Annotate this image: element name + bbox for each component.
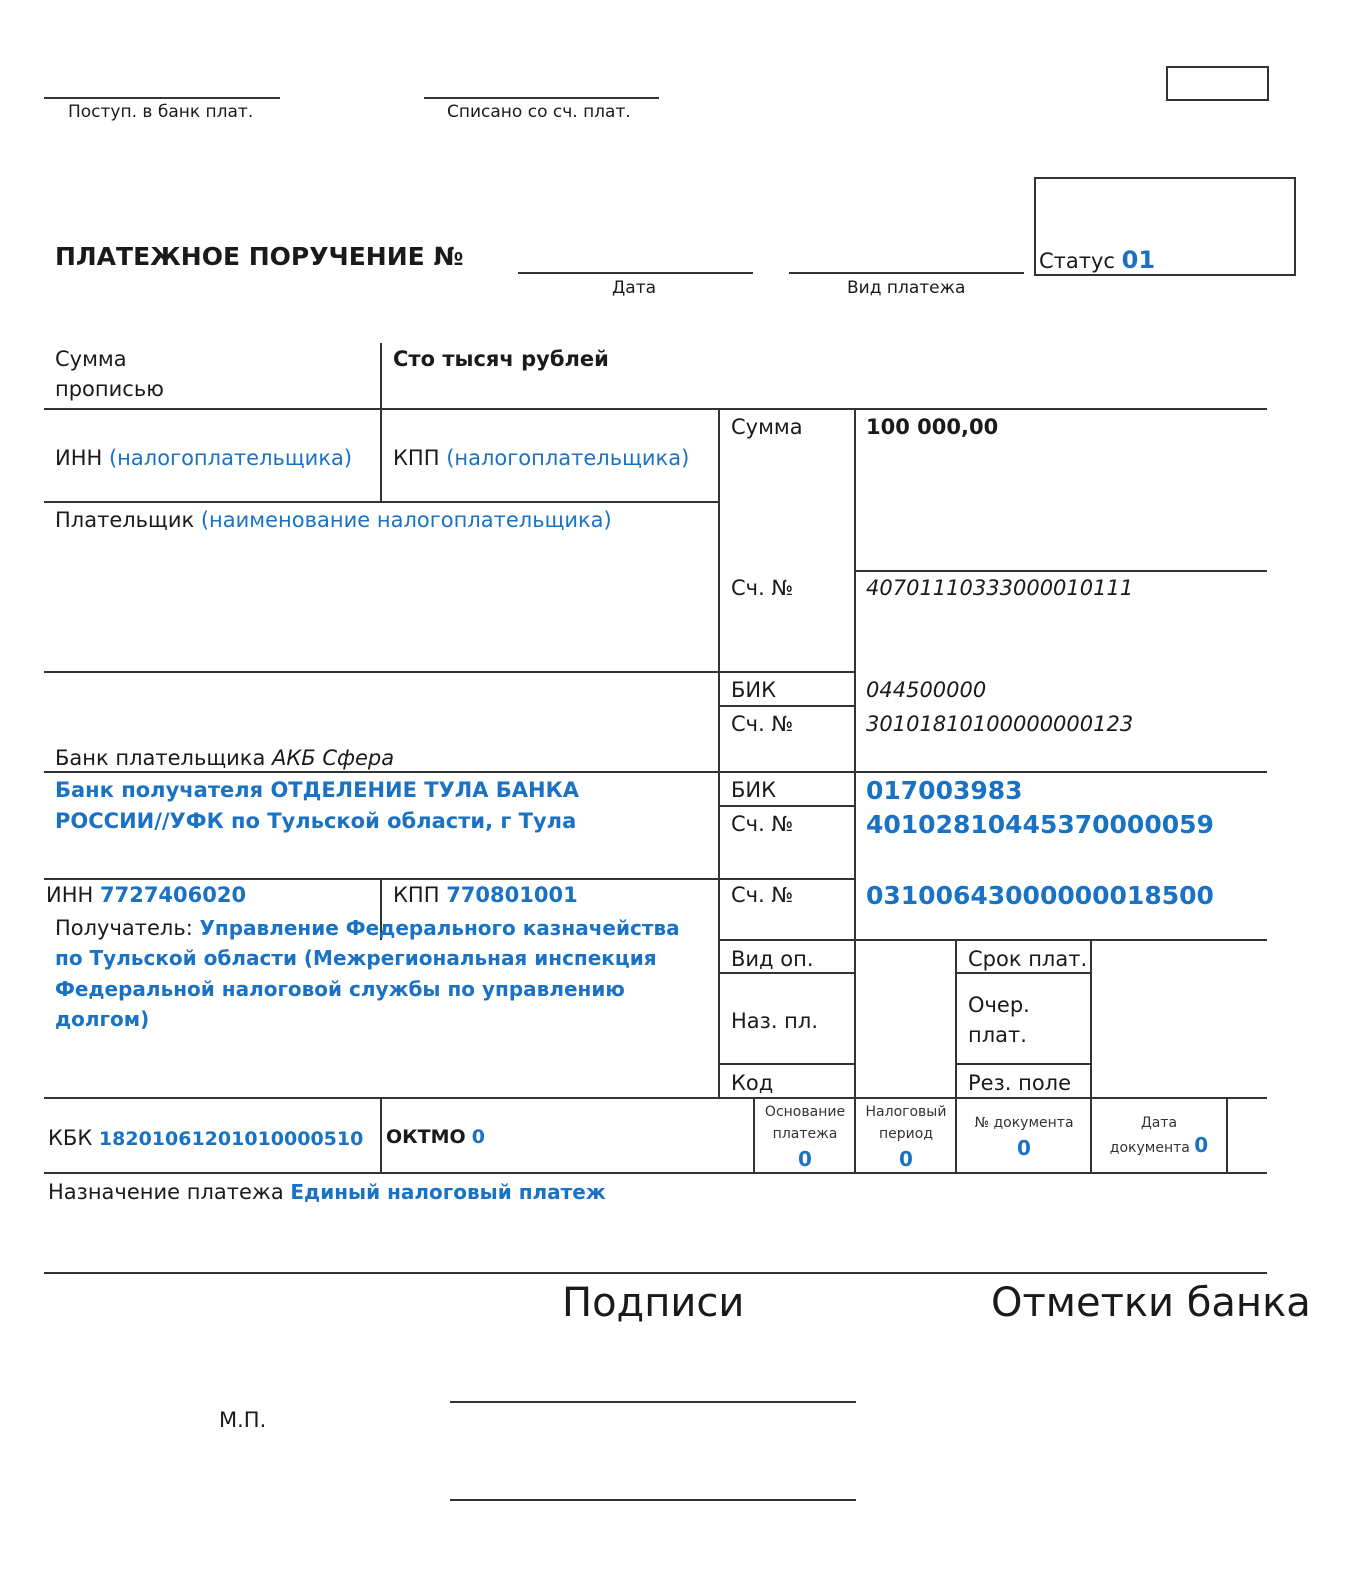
- amount-words-value: Сто тысяч рублей: [393, 347, 609, 371]
- payee-kpp: [393, 883, 578, 907]
- debited-line: [424, 97, 659, 99]
- table-divider: [718, 1063, 855, 1065]
- doc-date-label-2: документа: [1109, 1140, 1190, 1156]
- table-divider: [718, 705, 855, 707]
- doc-no-cell: [957, 1112, 1091, 1162]
- table-divider: [44, 501, 719, 503]
- payee-name-value-1: Управление Федерального казначейства: [199, 916, 680, 940]
- basis-label-1: Основание: [764, 1104, 846, 1120]
- reserved-label: Рез. поле: [968, 1071, 1072, 1095]
- payee-bank-value-1: ОТДЕЛЕНИЕ ТУЛА БАНКА: [270, 778, 580, 802]
- form-code-box: [1166, 66, 1269, 101]
- payee-kpp-label: КПП: [393, 883, 440, 907]
- doc-date-label-1: Дата: [1140, 1115, 1178, 1131]
- payer-inn-hint: (налогоплательщика): [108, 446, 353, 470]
- doc-date-value: 0: [1194, 1133, 1209, 1157]
- purpose-label: Назначение платежа: [48, 1180, 284, 1204]
- oktmo-value: 0: [471, 1126, 485, 1148]
- doc-date-cell: [1092, 1112, 1226, 1159]
- basis-cell: [755, 1101, 855, 1173]
- amount-words-label-2: прописью: [55, 377, 164, 401]
- page-title: ПЛАТЕЖНОЕ ПОРУЧЕНИЕ №: [55, 242, 464, 271]
- debited-label: Списано со сч. плат.: [447, 102, 631, 122]
- payee-name-value-2: по Тульской области (Межрегиональная инспекция: [55, 946, 657, 970]
- payee-name-value-4: долгом): [55, 1007, 150, 1031]
- status-label: Статус: [1039, 249, 1115, 273]
- kbk-label: КБК: [48, 1126, 93, 1150]
- table-divider: [718, 939, 1267, 941]
- period-cell: [856, 1101, 956, 1173]
- date-line: [518, 272, 753, 274]
- payee-bank-line1: [55, 778, 579, 802]
- table-divider: [44, 671, 855, 673]
- amount-value: 100 000,00: [866, 415, 999, 439]
- purpose-code-label: Наз. пл.: [731, 1009, 819, 1033]
- payer-bank-account-label: Сч. №: [731, 712, 794, 736]
- table-divider: [44, 1172, 1267, 1174]
- table-divider: [955, 972, 1091, 974]
- basis-value: 0: [798, 1147, 812, 1171]
- payer-name-label: Плательщик: [55, 508, 195, 532]
- payee-bank-bik-label: БИК: [731, 778, 777, 802]
- payee-bank-label: Банк получателя: [55, 778, 264, 802]
- doc-no-value: 0: [1017, 1136, 1031, 1160]
- payer-account-label: Сч. №: [731, 576, 794, 600]
- table-divider: [718, 972, 855, 974]
- table-divider: [718, 805, 855, 807]
- code-label: Код: [731, 1071, 774, 1095]
- payer-name: [55, 508, 612, 532]
- table-divider: [44, 1272, 1267, 1274]
- table-divider: [854, 408, 856, 1174]
- signature-line-1: [450, 1401, 856, 1403]
- oktmo-label: ОКТМО: [386, 1126, 466, 1148]
- payee-bank-account-label: Сч. №: [731, 812, 794, 836]
- table-divider: [44, 771, 1267, 773]
- purpose: [48, 1180, 606, 1204]
- payer-bank-account-value: 30101810100000000123: [866, 712, 1134, 736]
- priority-label-2: плат.: [968, 1023, 1027, 1047]
- payer-bank-bik-value: 044500000: [866, 678, 987, 702]
- payer-bank: [55, 746, 394, 770]
- payer-bank-label: Банк плательщика: [55, 746, 266, 770]
- payer-bank-value: АКБ Сфера: [272, 746, 395, 770]
- table-divider: [854, 570, 1267, 572]
- oktmo: [386, 1126, 485, 1148]
- doc-no-label: № документа: [974, 1115, 1074, 1131]
- payee-account-value: 03100643000000018500: [866, 881, 1214, 910]
- period-value: 0: [899, 1147, 913, 1171]
- due-date-label: Срок плат.: [968, 947, 1088, 971]
- stamp-label: М.П.: [219, 1408, 267, 1432]
- table-divider: [1226, 1097, 1228, 1174]
- amount-words-label-1: Сумма: [55, 347, 127, 371]
- payee-account-label: Сч. №: [731, 883, 794, 907]
- bank-marks-heading: Отметки банка: [991, 1280, 1311, 1326]
- payee-inn-label: ИНН: [46, 883, 94, 907]
- status-value: 01: [1121, 246, 1156, 274]
- payer-name-hint: (наименование налогоплательщика): [200, 508, 612, 532]
- payment-type-line: [789, 272, 1024, 274]
- table-divider: [380, 343, 382, 503]
- payee-bank-bik-value: 017003983: [866, 776, 1023, 805]
- payer-inn: [55, 446, 352, 470]
- period-label-2: период: [879, 1126, 933, 1142]
- payer-inn-label: ИНН: [55, 446, 103, 470]
- table-divider: [44, 878, 855, 880]
- op-type-label: Вид оп.: [731, 947, 814, 971]
- payee-name-label: Получатель:: [55, 916, 193, 940]
- payee-name-value-3: Федеральной налоговой службы по управлению: [55, 977, 625, 1001]
- signatures-heading: Подписи: [562, 1280, 745, 1326]
- payee-bank-value-2: РОССИИ//УФК по Тульской области, г Тула: [55, 809, 577, 833]
- payee-inn-value: 7727406020: [99, 883, 247, 907]
- payer-account-value: 40701110333000010111: [866, 576, 1134, 600]
- date-label: Дата: [612, 278, 657, 298]
- payer-kpp-label: КПП: [393, 446, 440, 470]
- basis-label-2: платежа: [772, 1126, 838, 1142]
- payee-inn: [46, 883, 246, 907]
- table-divider: [718, 408, 720, 1099]
- payer-kpp: [393, 446, 689, 470]
- received-label: Поступ. в банк плат.: [68, 102, 254, 122]
- table-divider: [44, 408, 1267, 410]
- table-divider: [955, 1063, 1091, 1065]
- priority-label-1: Очер.: [968, 993, 1030, 1017]
- table-divider: [44, 1097, 1267, 1099]
- payee-name-line1: [55, 916, 680, 940]
- table-divider: [380, 1097, 382, 1174]
- status-field: [1039, 246, 1155, 274]
- payer-kpp-hint: (налогоплательщика): [446, 446, 690, 470]
- kbk: [48, 1126, 363, 1150]
- received-line: [44, 97, 280, 99]
- signature-line-2: [450, 1499, 856, 1501]
- purpose-value: Единый налоговый платеж: [290, 1180, 606, 1204]
- kbk-value: 18201061201010000510: [98, 1128, 364, 1150]
- payee-bank-account-value: 40102810445370000059: [866, 810, 1214, 839]
- payer-bank-bik-label: БИК: [731, 678, 777, 702]
- payment-type-label: Вид платежа: [847, 278, 966, 298]
- payee-kpp-value: 770801001: [446, 883, 578, 907]
- period-label-1: Налоговый: [865, 1104, 947, 1120]
- amount-label: Сумма: [731, 415, 803, 439]
